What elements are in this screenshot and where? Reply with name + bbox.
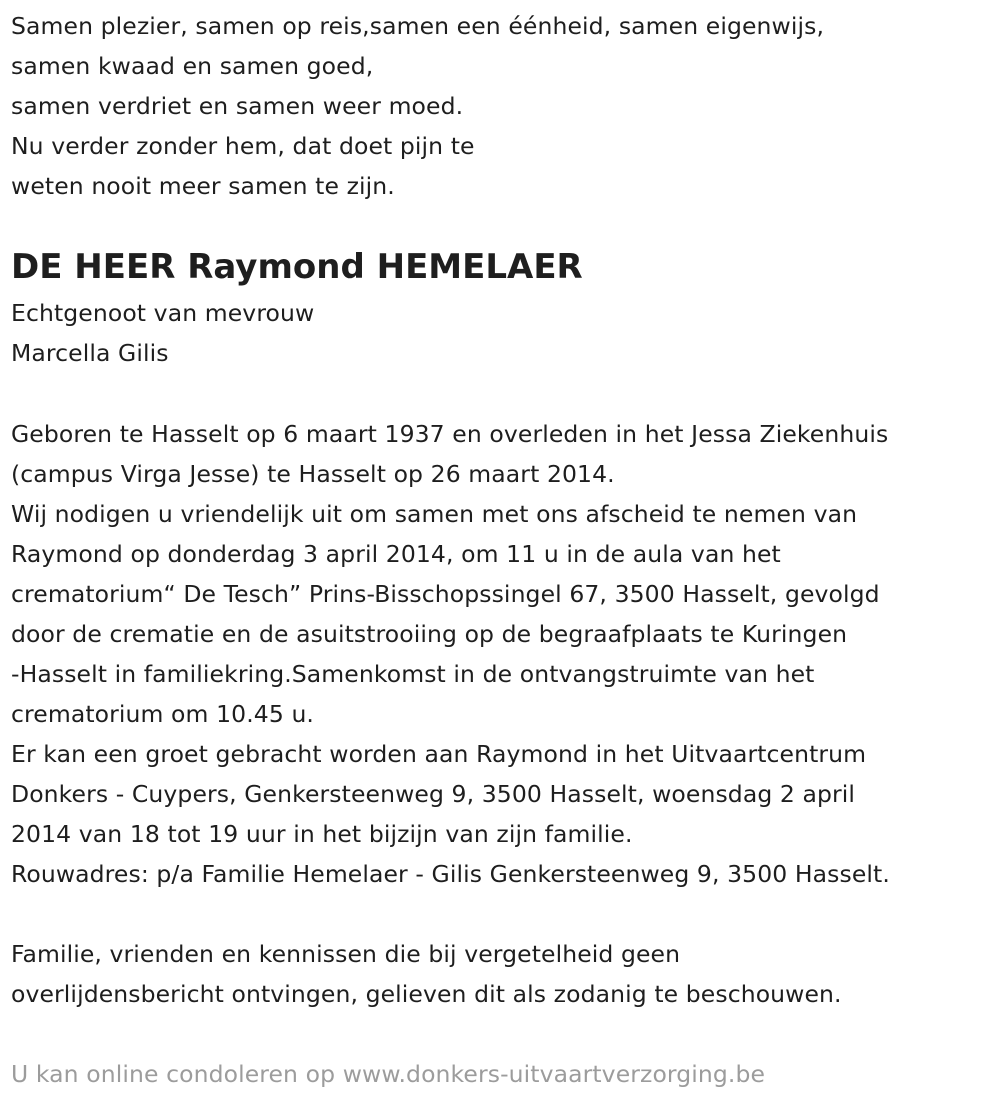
- details-line: crematorium om 10.45 u.: [11, 700, 315, 728]
- details-line: Geboren te Hasselt op 6 maart 1937 en overleden in het Jessa Ziekenhuis: [11, 420, 889, 448]
- details-line: -Hasselt in familiekring.Samenkomst in de ontvangstruimte van het: [11, 660, 815, 688]
- poem-line: samen verdriet en samen weer moed.: [11, 92, 464, 120]
- rouwadres-line: Rouwadres: p/a Familie Hemelaer - Gilis Genkersteenweg 9, 3500 Hasselt.: [11, 860, 890, 888]
- spouse-line: Echtgenoot van mevrouw: [11, 299, 315, 327]
- poem-line: Nu verder zonder hem, dat doet pijn te: [11, 132, 475, 160]
- details-line: Donkers - Cuypers, Genkersteenweg 9, 3500 Hasselt, woensdag 2 april: [11, 780, 856, 808]
- deceased-name: DE HEER Raymond HEMELAER: [11, 247, 583, 287]
- spouse-block: [11, 293, 314, 373]
- poem-block: [11, 6, 824, 206]
- details-line: Wij nodigen u vriendelijk uit om samen met ons afscheid te nemen van: [11, 500, 858, 528]
- condolence-footer: [11, 1054, 765, 1094]
- details-line: Er kan een groet gebracht worden aan Raymond in het Uitvaartcentrum: [11, 740, 867, 768]
- details-line: (campus Virga Jesse) te Hasselt op 26 maart 2014.: [11, 460, 615, 488]
- spouse-line: Marcella Gilis: [11, 339, 169, 367]
- details-line: door de crematie en de asuitstrooiing op de begraafplaats te Kuringen: [11, 620, 848, 648]
- poem-line: Samen plezier, samen op reis,samen een éénheid, samen eigenwijs,: [11, 12, 825, 40]
- details-block: [11, 414, 890, 894]
- details-line: Raymond op donderdag 3 april 2014, om 11 u in de aula van het: [11, 540, 781, 568]
- details-line: 2014 van 18 tot 19 uur in het bijzijn van zijn familie.: [11, 820, 633, 848]
- notice-line: overlijdensbericht ontvingen, gelieven dit als zodanig te beschouwen.: [11, 980, 842, 1008]
- notice-block: [11, 934, 842, 1014]
- details-line: crematorium“ De Tesch” Prins-Bisschopssingel 67, 3500 Hasselt, gevolgd: [11, 580, 880, 608]
- condolence-link-text: U kan online condoleren op www.donkers-uitvaartverzorging.be: [11, 1060, 766, 1088]
- poem-line: samen kwaad en samen goed,: [11, 52, 374, 80]
- poem-line: weten nooit meer samen te zijn.: [11, 172, 395, 200]
- notice-line: Familie, vrienden en kennissen die bij vergetelheid geen: [11, 940, 681, 968]
